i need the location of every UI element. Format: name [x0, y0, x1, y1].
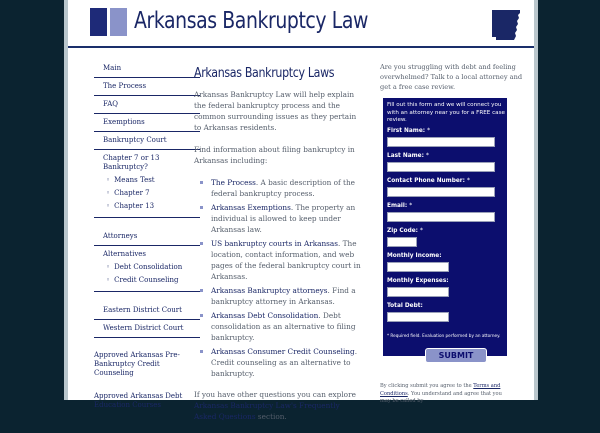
outro-post: section. [255, 412, 287, 421]
field-label [387, 303, 423, 309]
field-label [387, 203, 412, 209]
spacer [94, 218, 200, 228]
site-header [68, 0, 534, 48]
field-label-text: Monthly Expenses: [387, 278, 449, 284]
sidebar-item-alternatives[interactable]: Alternatives [103, 250, 147, 258]
list-item [211, 285, 364, 307]
bullet-icon [200, 181, 203, 184]
link-pre-bankruptcy-counseling[interactable]: Approved Arkansas Pre-Bankruptcy Credit Counseling [94, 351, 180, 377]
field-label [387, 128, 430, 134]
outro-pre: If you have other questions you can explore [194, 390, 356, 399]
link-debt-consolidation[interactable]: Arkansas Debt Consolidation [211, 311, 319, 320]
list-item-text: . The property an individual is allowed to keep under Arkansas law. [211, 203, 356, 234]
info-text: Find information about filing bankruptcy in Arkansas including: [194, 145, 355, 165]
list-item-text: . Credit counseling as an alternative to bankruptcy. [211, 347, 358, 378]
list-item-text: . Find a bankruptcy attorney in Arkansas. [211, 286, 356, 306]
sidebar-item-attorneys[interactable]: Attorneys [94, 228, 200, 246]
list-item-text: . Debt consolidation as an alternative to filing bankruptcy. [211, 311, 356, 342]
sidebar-nav [94, 60, 200, 413]
field-label [387, 278, 449, 284]
sidebar-subitem-debt-consolidation[interactable] [94, 261, 200, 274]
form-input-7[interactable] [387, 312, 449, 322]
field-label [387, 228, 423, 234]
disclaimer [380, 383, 514, 406]
sidebar-item-bankruptcy-court[interactable]: Bankruptcy Court [94, 132, 200, 150]
form-intro: Fill out this form and we will connect you with an attorney near you for a FREE case review. [387, 102, 505, 123]
link-attorneys[interactable]: Arkansas Bankruptcy attorneys [211, 286, 328, 295]
sidebar-subitem-credit-counseling[interactable] [94, 274, 200, 287]
link-exemptions[interactable]: Arkansas Exemptions [211, 203, 291, 212]
page-frame [64, 0, 538, 421]
form-input-0[interactable] [387, 137, 495, 147]
required-marker: * [467, 178, 470, 184]
case-review-form [382, 97, 508, 357]
disclaimer-post: . You understand and agree that you may be called by [380, 390, 502, 404]
bullet-icon [200, 289, 203, 292]
field-label-text: Email: [387, 203, 408, 209]
spacer [94, 292, 200, 302]
link-terms[interactable]: Terms and Conditions [380, 383, 501, 397]
outro-text [194, 389, 364, 422]
sidebar-subitem-label: Debt Consolidation [114, 263, 183, 271]
form-input-2[interactable] [387, 187, 495, 197]
sidebar-subitem-label: Chapter 13 [114, 202, 155, 210]
sidebar-item-main[interactable]: Main [94, 60, 200, 78]
disclaimer-pre: By clicking submit you agree to the [380, 383, 474, 389]
bullet-icon: ◦ [106, 263, 111, 271]
sidebar-item-exemptions[interactable]: Exemptions [94, 114, 200, 132]
form-input-1[interactable] [387, 162, 495, 172]
link-process[interactable]: The Process [211, 178, 256, 187]
sidebar-group-alternatives [94, 246, 200, 292]
list-item [211, 177, 364, 199]
form-input-6[interactable] [387, 287, 449, 297]
sidebar-group-chapter [94, 150, 200, 218]
required-marker: * [420, 228, 423, 234]
field-label-text: Total Debt: [387, 303, 423, 309]
list-item-text: . A basic description of the federal bankruptcy process. [211, 178, 355, 198]
field-label-text: Zip Code: [387, 228, 418, 234]
bullet-icon [200, 206, 203, 209]
field-label-text: Monthly Income: [387, 253, 442, 259]
form-input-3[interactable] [387, 212, 495, 222]
required-note: * Required field. Evaluation performed by an attorney. [387, 333, 501, 338]
field-label-text: Last Name: [387, 153, 424, 159]
bullet-icon: ◦ [106, 276, 111, 284]
square-logo-icon-alt[interactable] [110, 8, 127, 36]
bullet-icon: ◦ [106, 202, 111, 210]
form-input-4[interactable] [387, 237, 417, 247]
required-marker: * [425, 153, 429, 159]
list-item [211, 346, 364, 379]
sidebar-item-chapter[interactable]: Chapter 7 or 13 Bankruptcy? [103, 154, 160, 171]
sidebar-subitem-label: Chapter 7 [114, 189, 150, 197]
sidebar-subitem-label: Credit Counseling [114, 276, 179, 284]
arkansas-map-icon [492, 10, 520, 40]
list-item [211, 202, 364, 235]
field-label [387, 178, 470, 184]
bullet-icon [200, 350, 203, 353]
sidebar-subitem-means-test[interactable] [94, 174, 200, 187]
right-prompt: Are you struggling with debt and feeling overwhelmed? Talk to a local attorney and get a free case review. [380, 63, 523, 91]
submit-button[interactable]: SUBMIT [425, 348, 487, 363]
intro-text: Arkansas Bankruptcy Law will help explain the federal bankruptcy process and the common surrounding issues as they pertain to Arkansas residents. [194, 90, 357, 132]
required-marker: * [427, 128, 431, 134]
square-logo-icon[interactable] [90, 8, 107, 36]
link-faq[interactable]: Arkansas Bankruptcy Law's Frequently Asked Questions [194, 401, 340, 421]
link-debt-education[interactable]: Approved Arkansas Debt Education Courses [94, 392, 183, 409]
field-label-text: First Name: [387, 128, 426, 134]
sidebar-item-faq[interactable]: FAQ [94, 96, 200, 114]
list-item [211, 310, 364, 343]
field-label [387, 253, 442, 259]
sidebar-subitem-label: Means Test [114, 176, 155, 184]
bullet-icon [200, 314, 203, 317]
bullet-icon: ◦ [106, 189, 111, 197]
page-title: Arkansas Bankruptcy Laws [194, 66, 335, 81]
bullet-icon: ◦ [106, 176, 111, 184]
sidebar-item-process[interactable]: The Process [94, 78, 200, 96]
sidebar-item-eastern-district[interactable]: Eastern District Court [94, 302, 200, 320]
sidebar-subitem-chapter-13[interactable] [94, 200, 200, 213]
field-label-text: Contact Phone Number: [387, 178, 465, 184]
form-input-5[interactable] [387, 262, 449, 272]
site-title[interactable]: Arkansas Bankruptcy Law [134, 8, 368, 34]
bullet-icon [200, 242, 203, 245]
topic-list [194, 177, 364, 379]
field-label [387, 153, 429, 159]
link-courts[interactable]: US bankruptcy courts in Arkansas [211, 239, 339, 248]
sidebar-item-western-district[interactable]: Western District Court [94, 320, 200, 338]
list-item-text: . The location, contact information, and web pages of the federal bankruptcy court in Arkansas. [211, 239, 361, 281]
spacer [94, 338, 200, 348]
link-credit-counseling[interactable]: Arkansas Consumer Credit Counseling [211, 347, 355, 356]
required-marker: * [409, 203, 413, 209]
list-item [211, 238, 364, 282]
main-content [194, 66, 364, 433]
sidebar-subitem-chapter-7[interactable] [94, 187, 200, 200]
